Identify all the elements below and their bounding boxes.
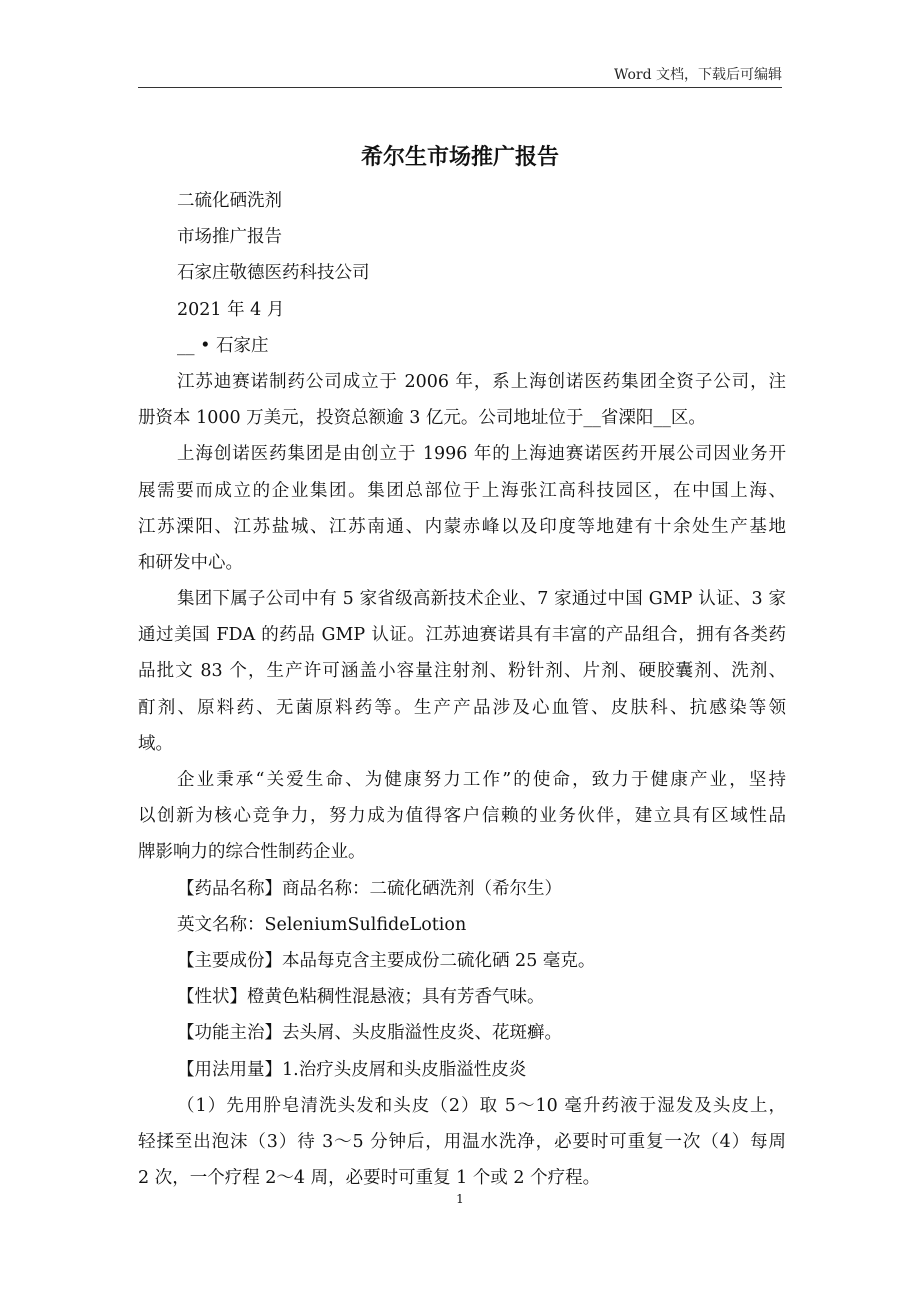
text-line: 册资本 1000 万美元，投资总额逾 3 亿元。公司地址位于__省溧阳__区。 — [138, 408, 706, 429]
text-line: 二硫化硒洗剂 — [177, 191, 282, 211]
text-line: 展需要而成立的企业集团。集团总部位于上海张江高科技园区，在中国上海、 — [138, 480, 786, 501]
text-line: 牌影响力的综合性制药企业。 — [138, 842, 366, 863]
text-line: 【功能主治】去头屑、头皮脂溢性皮炎、花斑癣。 — [177, 1023, 562, 1044]
text-line: 2021 年 4 月 — [177, 299, 285, 320]
text-line: 江苏迪赛诺制药公司成立于 2006 年，系上海创诺医药集团全资子公司，注 — [177, 371, 786, 392]
text-line: 【性状】橙黄色粘稠性混悬液；具有芳香气味。 — [177, 987, 545, 1008]
text-line: （1）先用肸皂清洗头发和头皮（2）取 5～10 毫升药液于湿发及头皮上， — [177, 1095, 786, 1116]
text-line: 酊剂、原料药、无菌原料药等。生产产品涉及心血管、皮肤科、抗感染等领 — [138, 697, 786, 718]
text-line: 集团下属子公司中有 5 家省级高新技术企业、7 家通过中国 GMP 认证、3 家 — [177, 589, 786, 610]
text-line: 通过美国 FDA 的药品 GMP 认证。江苏迪赛诺具有丰富的产品组合，拥有各类药 — [138, 625, 786, 646]
text-line: 和研发中心。 — [138, 552, 243, 573]
text-line: 市场推广报告 — [177, 227, 282, 248]
text-line: 上海创诺医药集团是由创立于 1996 年的上海迪赛诺医药开展公司因业务开 — [177, 444, 786, 465]
text-line: __ • 石家庄 — [177, 335, 269, 356]
text-line: 【主要成份】本品每克含主要成份二硫化硒 25 毫克。 — [177, 950, 596, 971]
text-line: 江苏溧阳、江苏盐城、江苏南通、内蒙赤峰以及印度等地建有十余处生产基地 — [138, 516, 786, 537]
text-line: 【用法用量】1.治疗头皮屑和头皮脂溢性皮炎 — [177, 1059, 527, 1080]
text-line: 以创新为核心竞争力，努力成为值得客户信赖的业务伙伴，建立具有区域性品 — [138, 806, 786, 827]
text-line: 企业秉承“关爱生命、为健康努力工作”的使命，致力于健康产业，坚持 — [177, 770, 786, 790]
text-line: 域。 — [138, 733, 173, 754]
text-line: 【药品名称】商品名称：二硫化硒洗剂（希尔生） — [177, 878, 562, 899]
text-line: 轻揉至出泡沫（3）待 3～5 分钟后，用温水洗净，必要时可重复一次（4）每周 — [138, 1131, 786, 1152]
text-line: 石家庄敬德医药科技公司 — [177, 263, 370, 284]
document-title: 希尔生市场推广报告 — [360, 145, 559, 170]
document-body — [138, 183, 786, 1196]
header-divider — [138, 87, 782, 88]
text-line: 2 次，一个疗程 2～4 周，必要时可重复 1 个或 2 个疗程。 — [138, 1168, 601, 1189]
text-line: 英文名称：SeleniumSulfideLotion — [177, 914, 467, 935]
page-header: Word 文档，下载后可编辑 — [614, 67, 782, 83]
page-number: 1 — [456, 1192, 464, 1206]
text-line: 品批文 83 个，生产许可涵盖小容量注射剂、粉针剂、片剂、硬胶囊剂、洗剂、 — [138, 661, 786, 682]
